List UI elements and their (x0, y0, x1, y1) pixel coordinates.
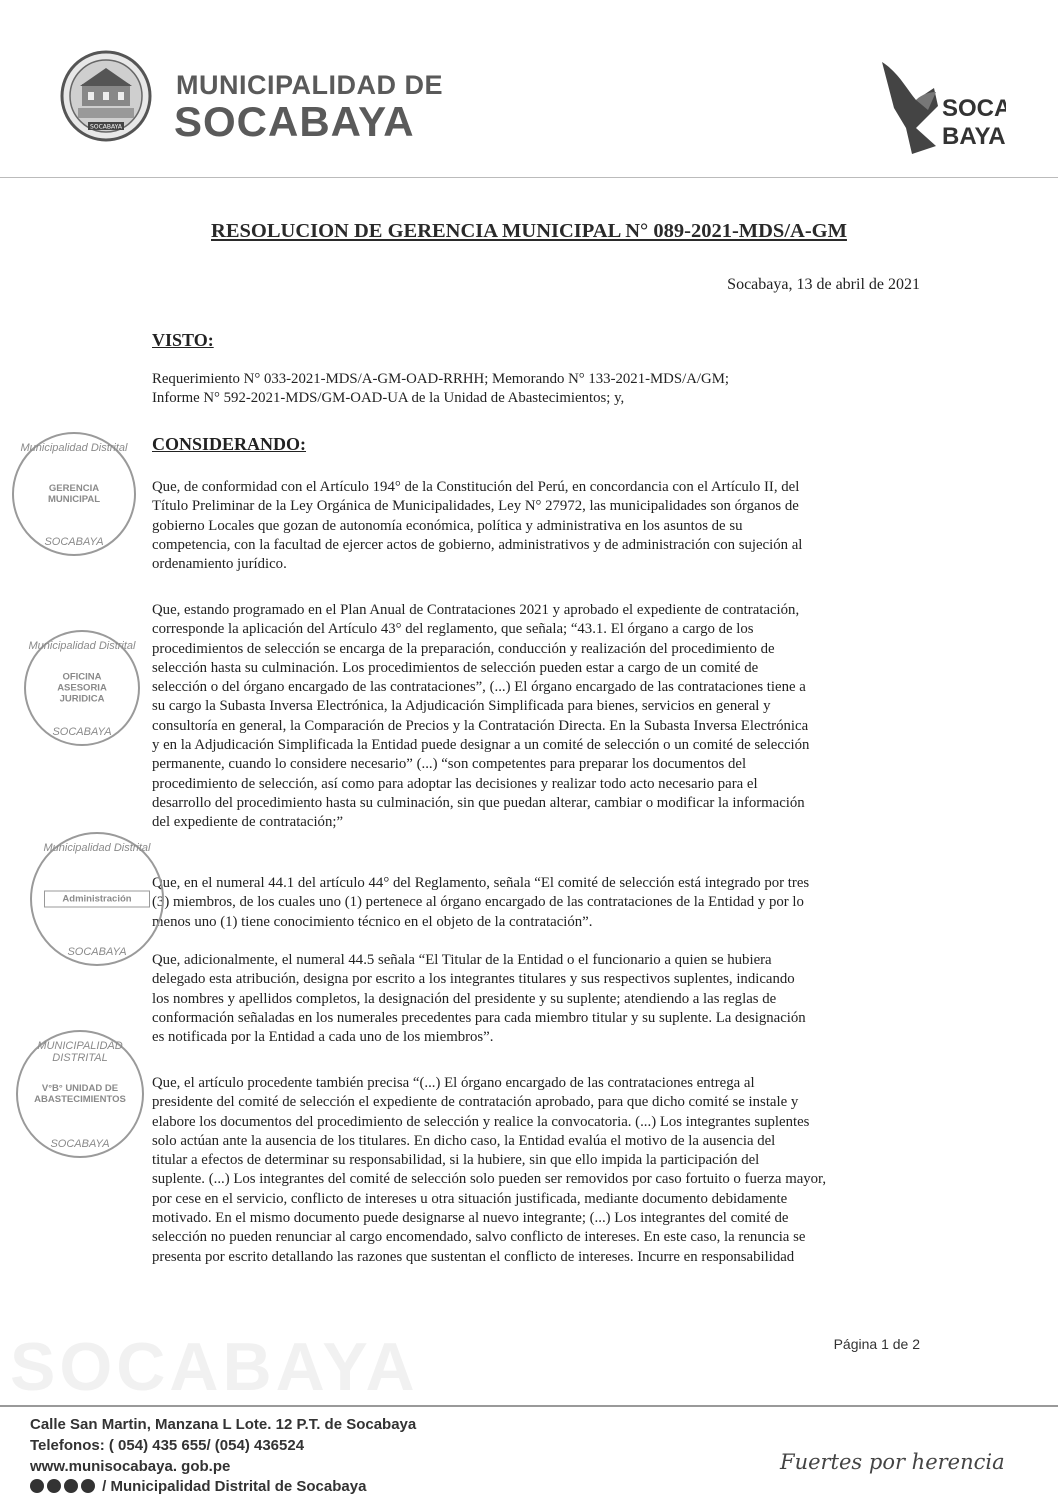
stamp-bottom-text: SOCABAYA (50, 1138, 110, 1150)
paragraph-2 (152, 601, 919, 833)
header-divider (0, 177, 1058, 178)
text-line: su cargo la Subasta Inversa Electrónica, la Adjudicación Simplificada para bienes, servicios en general y (152, 698, 771, 715)
svg-text:SOCA: SOCA (942, 95, 1006, 122)
instagram-icon[interactable] (47, 1479, 61, 1493)
text-line: del expediente de contratación;” (152, 814, 344, 831)
youtube-icon[interactable] (64, 1479, 78, 1493)
paragraph-4 (152, 951, 919, 1047)
text-line: conformación señaladas en los numerales precedentes para cada miembro titular y su suplente. La designación (152, 1009, 806, 1026)
stamp-gerencia-municipal (12, 432, 136, 556)
org-name-line1: MUNICIPALIDAD DE (176, 70, 443, 100)
stamp-bottom-text: SOCABAYA (52, 726, 112, 738)
text-line: titular a efectos de determinar su responsabilidad, si la hubiere, sin que ello impida la participación del (152, 1152, 760, 1169)
text-line: Título Preliminar de la Ley Orgánica de Municipalidades, Ley N° 27972, las municipalidades son órganos de (152, 498, 799, 515)
stamp-middle-text: Administración (44, 891, 150, 908)
watermark: SOCABAYA (10, 1329, 419, 1405)
considerando-heading: CONSIDERANDO: (152, 434, 307, 454)
text-line: Que, adicionalmente, el numeral 44.5 señala “El Titular de la Entidad o el funcionario a quien se hubiera (152, 952, 772, 968)
footer-social-text: / Municipalidad Distrital de Socabaya (102, 1478, 367, 1495)
text-line: elabore los documentos del procedimiento de selección y realice la convocatoria. (...) Los integrantes suplentes (152, 1113, 810, 1130)
svg-text:SOCABAYA: SOCABAYA (90, 123, 122, 131)
text-line: Que, el artículo procedente también precisa “(...) El órgano encargado de las contrataciones entrega al (152, 1075, 755, 1091)
socabaya-brand-logo (876, 58, 1006, 158)
stamp-middle-text: OFICINA ASESORIA JURIDICA (57, 671, 107, 705)
page-number: Página 1 de 2 (833, 1336, 920, 1352)
text-line: procedimientos de selección se encarga de la preparación, conducción y realización del procedimiento de (152, 640, 775, 657)
text-line: (3) miembros, de los cuales uno (1) pertenece al órgano encargado de las contrataciones de la Entidad y por lo (152, 894, 804, 911)
text-line: es notificada por la Entidad a cada uno de los miembros”. (152, 1029, 494, 1046)
facebook-icon[interactable] (30, 1479, 44, 1493)
stamp-asesoria-juridica (24, 630, 140, 746)
stamp-bottom-text: SOCABAYA (67, 946, 127, 958)
document-title: RESOLUCION DE GERENCIA MUNICIPAL N° 089-2021-MDS/A-GM (211, 220, 847, 242)
text-line: presidente del comité de selección el expediente de contratación aprobado, para que dicho comité se instale y (152, 1094, 799, 1111)
text-line: Informe N° 592-2021-MDS/GM-OAD-UA de la Unidad de Abastecimientos; y, (152, 390, 625, 407)
text-line: y en la Adjudicación Simplificada la Entidad puede designar a un comité de selección o un comité de selección (152, 737, 810, 754)
footer-phones: Telefonos: ( 054) 435 655/ (054) 436524 (30, 1437, 305, 1454)
footer-address: Calle San Martin, Manzana L Lote. 12 P.T. de Socabaya (30, 1416, 417, 1433)
stamp-bottom-text: SOCABAYA (44, 536, 104, 548)
stamp-administracion (30, 832, 164, 966)
visto-heading: VISTO: (152, 330, 214, 350)
text-line: solo actúan ante la ausencia de los titulares. En dicho caso, la Entidad evalúa el motivo de la ausencia del (152, 1132, 776, 1149)
text-line: Que, estando programado en el Plan Anual de Contrataciones 2021 y aprobado el expediente de contratación, (152, 602, 800, 618)
org-name-line2: SOCABAYA (174, 98, 415, 145)
paragraph-5 (152, 1074, 919, 1267)
text-line: menos uno (1) tiene conocimiento técnico en el objeto de la contratación”. (152, 913, 593, 930)
text-line: selección o del órgano encargado de las contrataciones”, (...) El órgano encargado de las contrataciones tiene a (152, 679, 806, 696)
footer-website[interactable]: www.munisocabaya. gob.pe (30, 1458, 231, 1475)
stamp-middle-text: V°B° UNIDAD DE ABASTECIMIENTOS (34, 1083, 126, 1105)
text-line: delegado esta atribución, designa por escrito a los integrantes titulares y sus respectivos suplentes, indicando (152, 971, 795, 988)
text-line: corresponde la aplicación del Artículo 43° del reglamento, que señala; “43.1. El órgano a cargo de los (152, 621, 754, 638)
stamp-top-text: Municipalidad Distrital (28, 640, 136, 652)
text-line: presenta por escrito detallando las razones que sustentan el conflicto de intereses. Incurre en responsabilidad (152, 1248, 795, 1265)
text-line: procedimiento de selección, así como para adoptar las decisiones y realizar todo acto necesario para el (152, 775, 758, 792)
text-line: motivado. En el mismo documento puede designarse al nuevo integrante; (...) Los integrantes del comité de (152, 1210, 789, 1227)
text-line: Que, en el numeral 44.1 del artículo 44° del Reglamento, señala “El comité de selección está integrado por tres (152, 875, 810, 891)
text-line: Requerimiento N° 033-2021-MDS/A-GM-OAD-RRHH; Memorando N° 133-2021-MDS/A/GM; (152, 371, 729, 387)
text-line: desarrollo del procedimiento hasta su culminación, sin que puedan alterar, cambiar o modificar la información (152, 794, 805, 811)
footer-social (30, 1478, 366, 1495)
document-date: Socabaya, 13 de abril de 2021 (727, 276, 920, 293)
stamp-top-text: MUNICIPALIDAD DISTRITAL (37, 1040, 123, 1064)
slogan: Fuertes por herencia (780, 1450, 1005, 1474)
paragraph-3 (152, 874, 919, 932)
text-line: suplente. (...) Los integrantes del comité de selección solo pueden ser removidos por caso fortuito o fuerza mayor, (152, 1171, 827, 1188)
text-line: ordenamiento jurídico. (152, 556, 287, 573)
paragraph-1 (152, 478, 919, 574)
text-line: consultoría en general, la Comparación de Precios y la Contratación Directa. En la Subasta Inversa Electrónica (152, 717, 809, 734)
text-line: selección hasta su culminación. Los procedimientos de selección pueden estar a cargo de un comité de (152, 659, 759, 676)
text-line: competencia, con la facultad de ejercer actos de gobierno, administrativos y de administración con sujeción al (152, 536, 803, 553)
municipal-seal-logo (58, 48, 154, 144)
twitter-icon[interactable] (81, 1479, 95, 1493)
text-line: gobierno Locales que gozan de autonomía económica, política y administrativa en los asuntos de su (152, 517, 743, 534)
text-line: Que, de conformidad con el Artículo 194° de la Constitución del Perú, en concordancia con el Artículo II, del (152, 479, 800, 495)
text-line: permanente, cuando lo considere necesario” (...) “son competentes para preparar los documentos del (152, 756, 747, 773)
stamp-middle-text: GERENCIA MUNICIPAL (47, 483, 101, 505)
text-line: los nombres y apellidos completos, la designación del presidente y su suplente; atendiendo a las reglas de (152, 990, 777, 1007)
text-line: por cese en el servicio, conflicto de intereses u otra situación justificada, mediante documento debidamente (152, 1190, 788, 1207)
svg-text:BAYA: BAYA (942, 123, 1006, 150)
stamp-top-text: Municipalidad Distrital (43, 842, 151, 854)
text-line: selección no pueden renunciar al cargo encomendado, salvo conflicto de intereses. En este caso, la renuncia se (152, 1229, 806, 1246)
stamp-abastecimientos (16, 1030, 144, 1158)
footer-divider (0, 1405, 1058, 1407)
visto-text (152, 370, 919, 409)
stamp-top-text: Municipalidad Distrital (20, 442, 128, 454)
